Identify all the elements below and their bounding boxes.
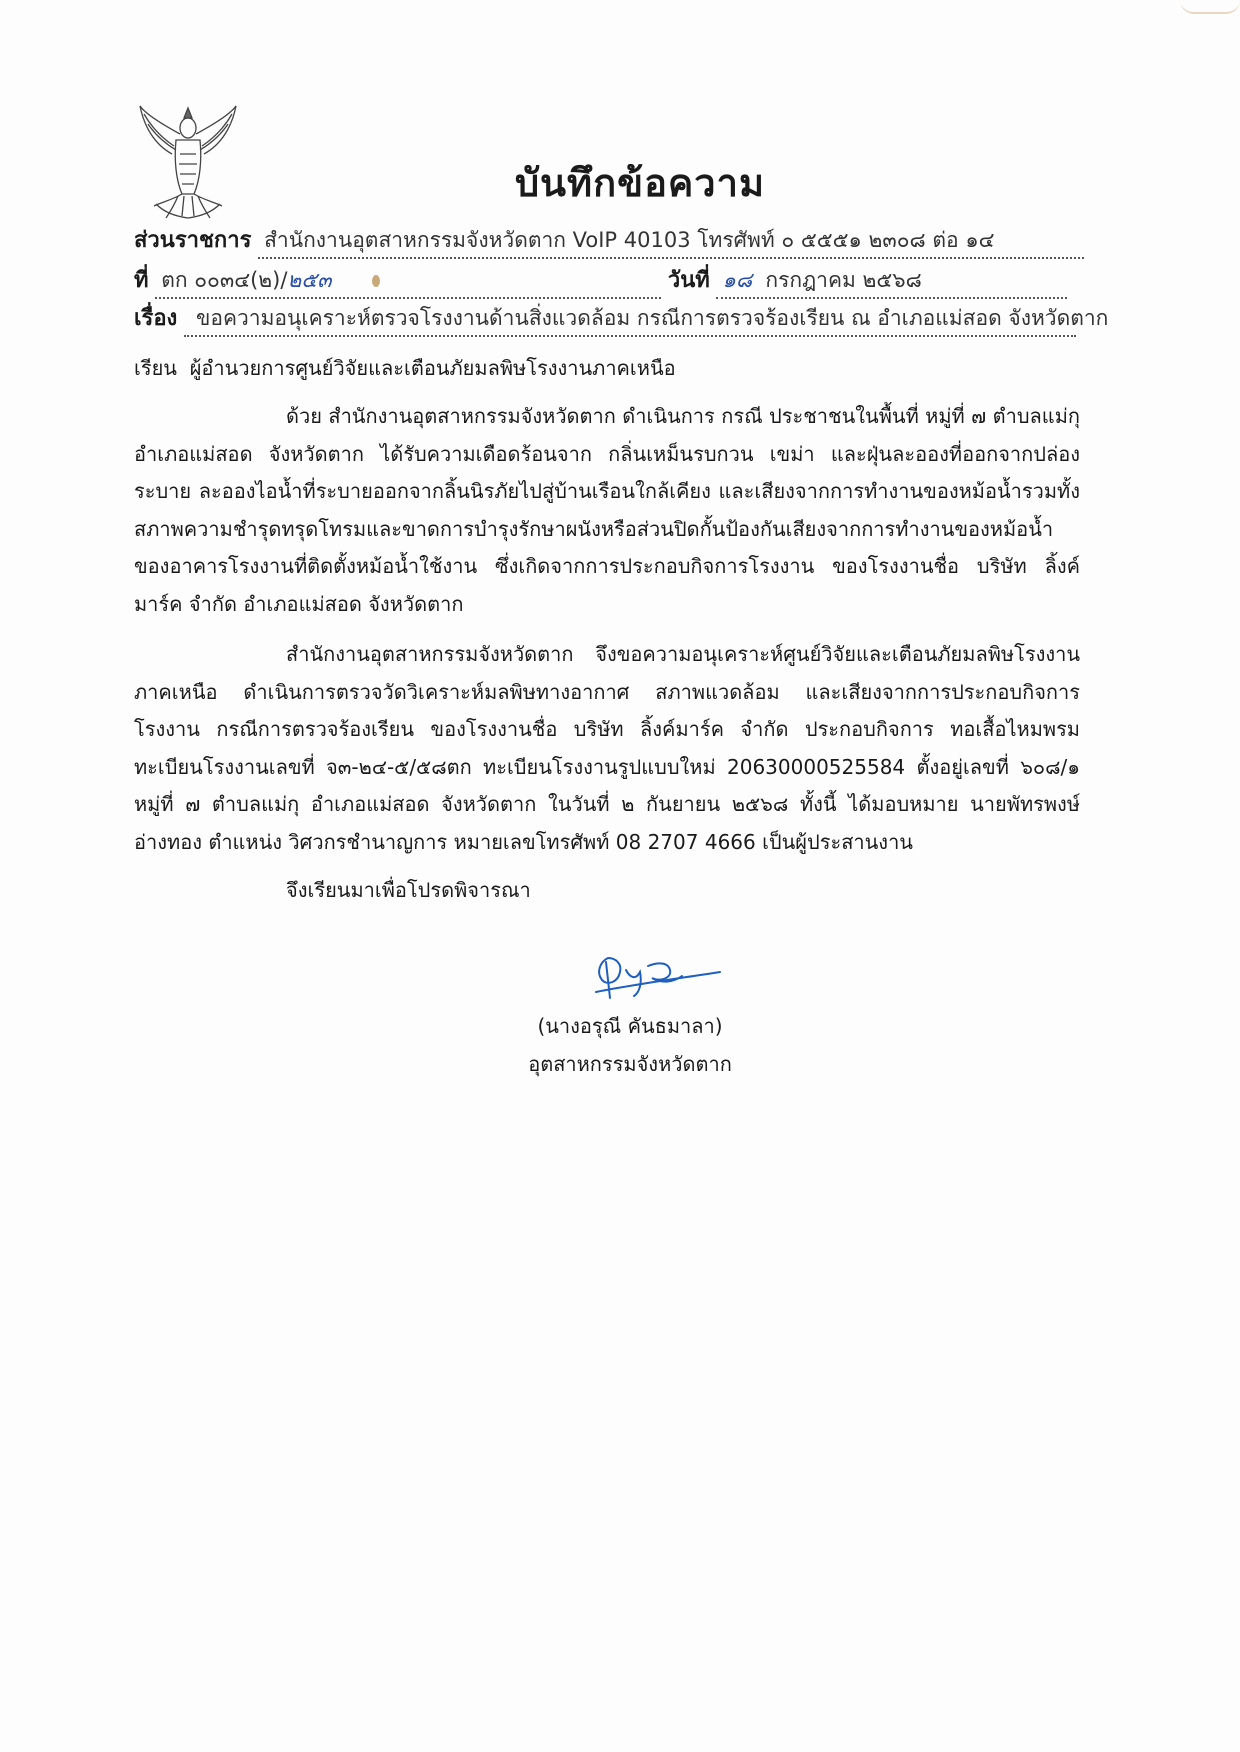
page-title: บันทึกข้อความ <box>514 161 766 205</box>
reference-row <box>134 262 1074 299</box>
date-month-year: กรกฎาคม ๒๕๖๘ <box>765 268 922 292</box>
signature-image <box>586 948 726 1004</box>
department-value: สำนักงานอุตสาหกรรมจังหวัดตาก VoIP 40103 โทรศัพท์ ๐ ๕๕๕๑ ๒๓๐๘ ต่อ ๑๔ <box>264 228 995 252</box>
signer-position: อุตสาหกรรมจังหวัดตาก <box>528 1052 732 1076</box>
subject-label: เรื่อง <box>134 306 178 331</box>
date-label: วันที่ <box>667 268 710 293</box>
reference-handwritten: ๒๕๓ <box>287 268 332 292</box>
signer-name: (นางอรุณี คันธมาลา) <box>537 1014 723 1038</box>
salutation-label: เรียน <box>134 356 177 380</box>
reference-number: ตก ๐๐๓๔(๒)/ <box>161 268 288 292</box>
subject-row <box>134 300 1109 337</box>
body-paragraph-1: ด้วย สำนักงานอุตสาหกรรมจังหวัดตาก ดำเนินการ กรณี ประชาชนในพื้นที่ หมู่ที่ ๗ ตำบลแม่กุ อำเภอแม่สอด จังหวัดตาก ได้รับความเดือดร้อนจาก กลิ่นเหม็นรบกวน เขม่า และฝุ่นละอองที่ออกจากปล่องระบาย ละอองไอน้ำที่ระบายออกจากลิ้นนิรภัยไปสู่บ้านเรือนใกล้เคียง และเสียงจากการทำงานของหม้อน้ำรวมทั้งสภาพความชำรุดทรุดโทรมและขาดการบำรุงรักษาผนังหรือส่วนปิดกั้นป้องกันเสียงจากการทำงานของหม้อน้ำของอาคารโรงงานที่ติดตั้งหม้อน้ำใช้งาน ซึ่งเกิดจากการประกอบกิจการโรงงาน ของโรงงานชื่อ บริษัท ลิ้งค์มาร์ค จำกัด อำเภอแม่สอด จังหวัดตาก <box>134 404 1080 616</box>
reference-label: ที่ <box>134 268 149 293</box>
scan-artifact <box>1180 0 1240 14</box>
date-day-handwritten: ๑๘ <box>722 268 753 292</box>
ink-stain <box>372 275 380 287</box>
subject-value: ขอความอนุเคราะห์ตรวจโรงงานด้านสิ่งแวดล้อม กรณีการตรวจร้องเรียน ณ อำเภอแม่สอด จังหวัดตาก <box>195 306 1109 330</box>
closing-line: จึงเรียนมาเพื่อโปรดพิจารณา <box>286 878 531 902</box>
salutation <box>134 352 676 384</box>
department-label: ส่วนราชการ <box>134 228 252 253</box>
salutation-value: ผู้อำนวยการศูนย์วิจัยและเตือนภัยมลพิษโรงงานภาคเหนือ <box>189 356 676 380</box>
department-row <box>134 222 1074 259</box>
body-paragraph-2: สำนักงานอุตสาหกรรมจังหวัดตาก จึงขอความอนุเคราะห์ศูนย์วิจัยและเตือนภัยมลพิษโรงงานภาคเหนือ ดำเนินการตรวจวัดวิเคราะห์มลพิษทางอากาศ สภาพแวดล้อม และเสียงจากการประกอบกิจการโรงงาน กรณีการตรวจร้องเรียน ของโรงงานชื่อ บริษัท ลิ้งค์มาร์ค จำกัด ประกอบกิจการ ทอเสื้อไหมพรม ทะเบียนโรงงานเลขที่ จ๓-๒๔-๕/๕๘ตก ทะเบียนโรงงานรูปแบบใหม่ 20630000525584 ตั้งอยู่เลขที่ ๖๐๘/๑ หมู่ที่ ๗ ตำบลแม่กุ อำเภอแม่สอด จังหวัดตาก ในวันที่ ๒ กันยายน ๒๕๖๘ ทั้งนี้ ได้มอบหมาย นายพัทรพงษ์ อ่างทอง ตำแหน่ง วิศวกรชำนาญการ หมายเลขโทรศัพท์ 08 2707 4666 เป็นผู้ประสานงาน <box>134 642 1080 854</box>
